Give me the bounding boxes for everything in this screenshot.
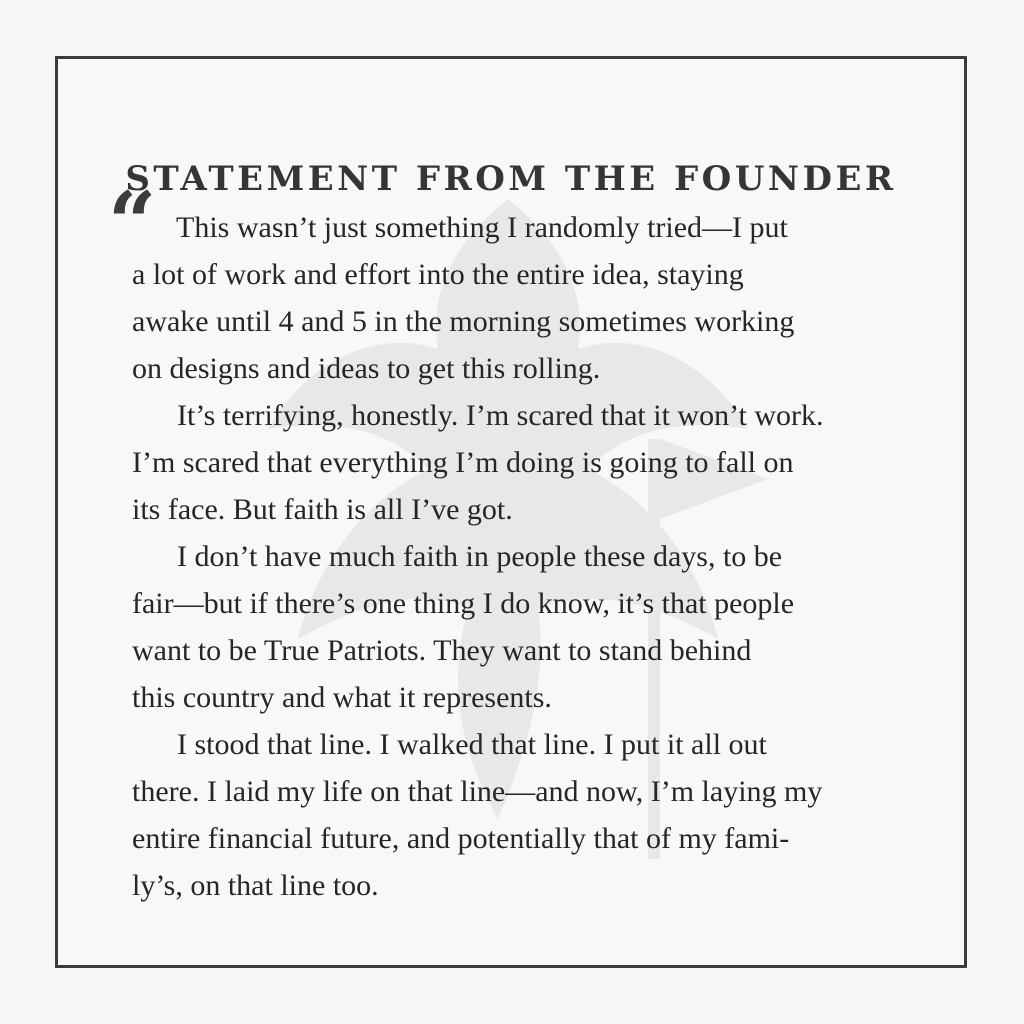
page-title: STATEMENT FROM THE FOUNDER [125,159,897,199]
text-line: its face. But faith is all I’ve got. [132,493,513,526]
open-quote-icon: “ [108,173,157,272]
text-line: there. I laid my life on that line—and now, I’m laying my [132,775,823,808]
text-line: this country and what it represents. [132,681,552,714]
text-line: awake until 4 and 5 in the morning sometimes working [132,305,795,338]
text-line: I stood that line. I walked that line. I put it all out [177,728,767,761]
paragraph-2 [132,392,912,533]
paragraph-1 [132,204,912,392]
text-line: want to be True Patriots. They want to stand behind [132,634,752,667]
text-line: entire financial future, and potentially that of my fami- [132,822,790,855]
text-line: a lot of work and effort into the entire idea, staying [132,258,744,291]
text-line: I don’t have much faith in people these days, to be [177,540,783,573]
paragraph-4 [132,721,912,909]
text-line: fair—but if there’s one thing I do know, it’s that people [132,587,795,620]
statement-body [132,204,912,909]
statement-frame [55,56,967,968]
text-line: on designs and ideas to get this rolling. [132,352,601,385]
text-line: ly’s, on that line too. [132,869,379,902]
text-line: It’s terrifying, honestly. I’m scared that it won’t work. [177,399,824,432]
text-line: This wasn’t just something I randomly tried—I put [176,211,788,244]
paragraph-3 [132,533,912,721]
text-line: I’m scared that everything I’m doing is going to fall on [132,446,794,479]
